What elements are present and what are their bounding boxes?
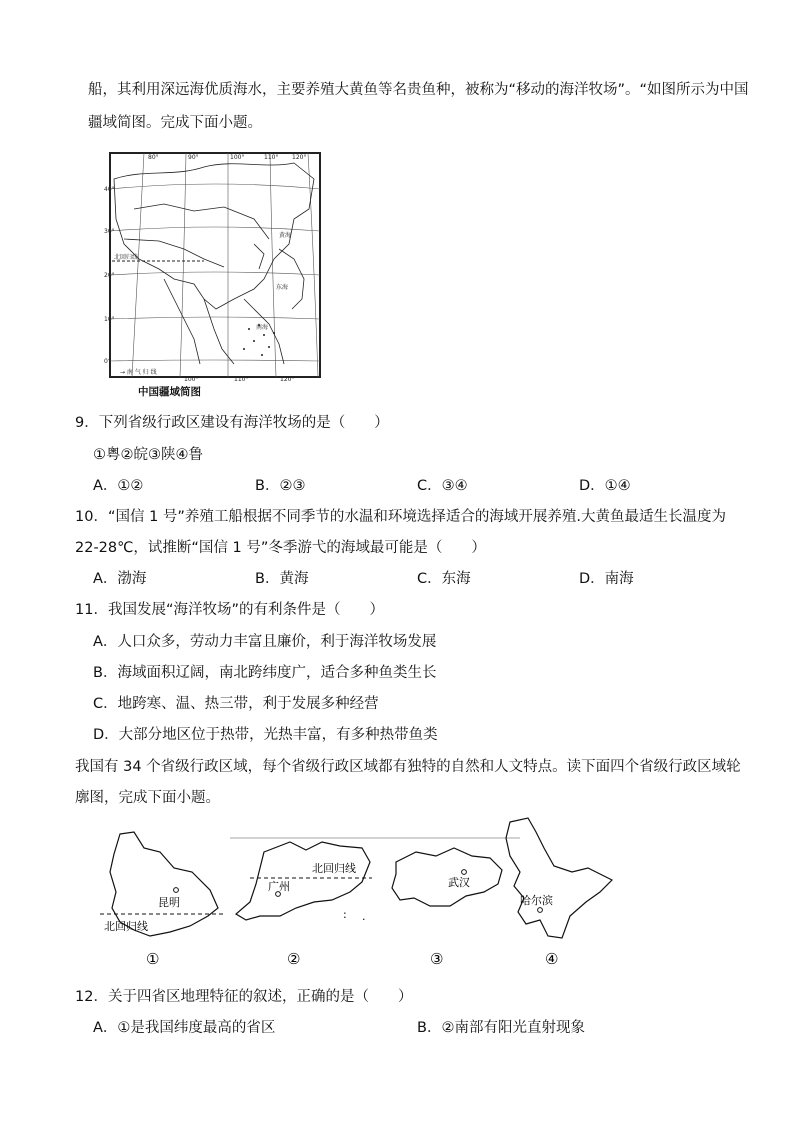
q9-option-b[interactable]: B．②③ xyxy=(255,478,306,494)
province-2-tropic-label: 北回归线 xyxy=(312,862,356,875)
q12-option-a[interactable]: A．①是我国纬度最高的省区 xyxy=(93,1020,276,1036)
map-lat-label: 10° xyxy=(104,316,115,323)
intro2-line-1: 我国有 34 个省级行政区域，每个省级行政区域都有独特的自然和人文特点。读下面四个省级行政区域轮 xyxy=(75,759,741,775)
province-4-number: ④ xyxy=(545,950,559,968)
province-1-city: 昆明 xyxy=(158,896,180,909)
q9-option-a[interactable]: A．①② xyxy=(93,478,144,494)
q10-option-c[interactable]: C．东海 xyxy=(417,571,471,587)
map-lat-label: 20° xyxy=(104,272,115,279)
intro-line-1: 船，其利用深远海优质海水，主要养殖大黄鱼等名贵鱼种，被称为“移动的海洋牧场”。“如图所示为中国 xyxy=(88,82,749,98)
province-4-city: 哈尔滨 xyxy=(520,894,553,907)
q9-stem: 9．下列省级行政区建设有海洋牧场的是（ ） xyxy=(75,415,389,431)
map-lon-label: 120° xyxy=(292,154,307,161)
q9-option-d[interactable]: D．①④ xyxy=(579,478,631,494)
map-tropic-label: 北回归线 xyxy=(114,254,139,261)
q11-option-a[interactable]: A．人口众多，劳动力丰富且廉价，利于海洋牧场发展 xyxy=(93,634,437,650)
map-lon-label: 80° xyxy=(148,154,159,161)
map-huanghai-label: 黄海 xyxy=(279,232,292,239)
map-lon-label: 110° xyxy=(264,154,279,161)
svg-text:.: . xyxy=(362,910,366,923)
map-lat-label: 40° xyxy=(104,186,115,193)
q10-line-2: 22-28℃，试推断“国信 1 号”冬季游弋的海域最可能是（ ） xyxy=(75,540,486,556)
q11-option-c[interactable]: C．地跨寒、温、热三带，利于发展多种经营 xyxy=(93,696,379,712)
province-3-city: 武汉 xyxy=(448,876,470,889)
intro2-line-2: 廓图，完成下面小题。 xyxy=(75,790,220,806)
q12-option-b[interactable]: B．②南部有阳光直射现象 xyxy=(417,1020,585,1036)
map-lon-label: 110° xyxy=(234,376,249,382)
map-lon-label: 100° xyxy=(184,376,199,382)
q10-option-a[interactable]: A．渤海 xyxy=(93,571,147,587)
province-1-tropic-label: 北回归线 xyxy=(104,920,148,933)
map-scale-note: → 南 气 归 线 xyxy=(120,369,157,376)
china-territory-map xyxy=(104,149,326,382)
map-lon-label: 100° xyxy=(230,154,245,161)
province-2-city: 广州 xyxy=(268,880,290,893)
q11-option-d[interactable]: D．大部分地区位于热带，光热丰富，有多种热带鱼类 xyxy=(93,727,438,743)
map-lat-label: 30° xyxy=(104,228,115,235)
q12-stem: 12．关于四省区地理特征的叙述，正确的是（ ） xyxy=(75,989,413,1005)
province-3-outline xyxy=(392,848,502,906)
map-lon-label: 90° xyxy=(188,154,199,161)
q11-option-b[interactable]: B．海域面积辽阔，南北跨纬度广，适合多种鱼类生长 xyxy=(93,665,437,681)
province-2-number: ② xyxy=(287,950,301,968)
province-1-number: ① xyxy=(146,950,160,968)
q10-option-b[interactable]: B．黄海 xyxy=(255,571,309,587)
province-4-outline xyxy=(506,818,612,938)
q9-option-c[interactable]: C．③④ xyxy=(417,478,468,494)
q9-items: ①粤②皖③陕④鲁 xyxy=(93,447,203,463)
q10-line-1: 10．“国信 1 号”养殖工船根据不同季节的水温和环境选择适合的海域开展养殖.大黄鱼最适生长温度为 xyxy=(75,509,727,525)
map-nanhai-label: 南海 xyxy=(256,324,269,331)
map-lon-label: 120° xyxy=(280,376,295,382)
intro-line-2: 疆域简图。完成下面小题。 xyxy=(88,115,262,131)
province-outlines-figure xyxy=(100,812,620,972)
map-donghai-label: 东海 xyxy=(276,284,289,291)
map-lat-label: 0° xyxy=(104,358,111,365)
q10-option-d[interactable]: D．南海 xyxy=(579,571,634,587)
map-title: 中国疆域简图 xyxy=(138,386,201,398)
province-3-number: ③ xyxy=(430,950,444,968)
q11-stem: 11．我国发展“海洋牧场”的有利条件是（ ） xyxy=(75,602,384,618)
province-2-outline xyxy=(236,842,370,920)
svg-text::: : xyxy=(343,908,347,921)
